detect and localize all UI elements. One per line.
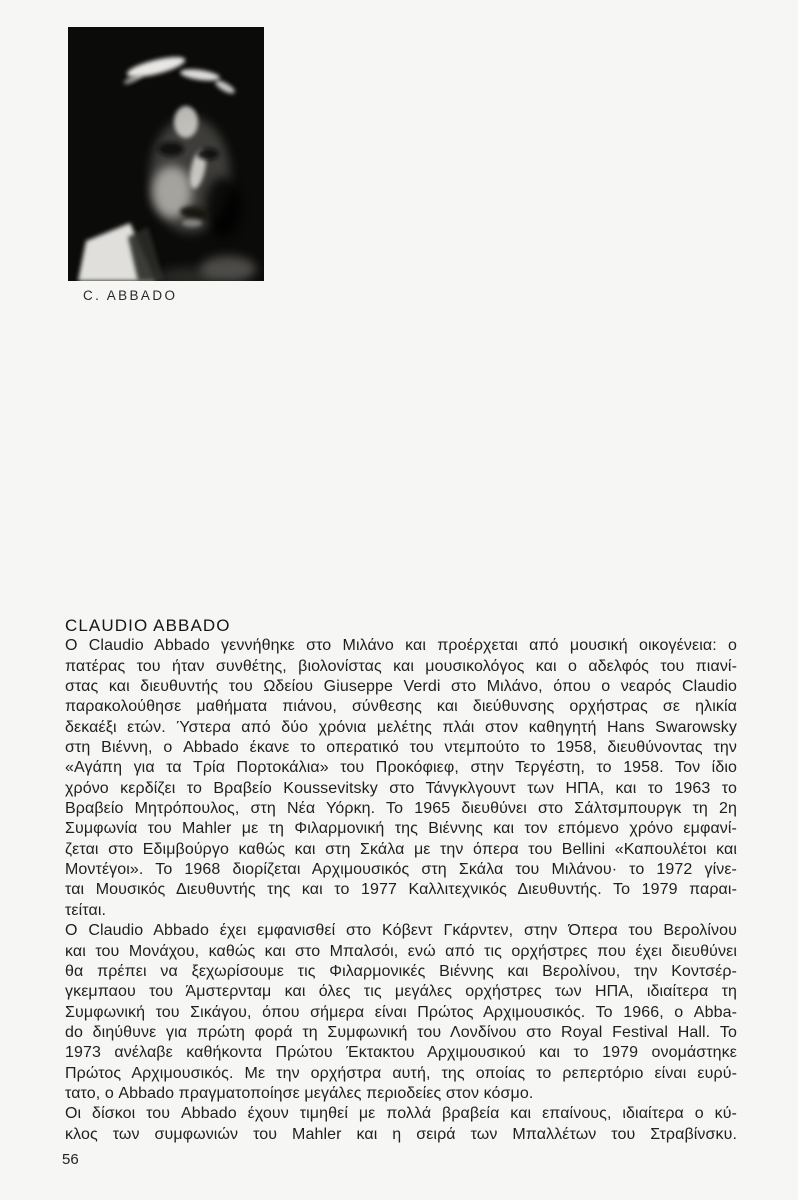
text-line: Ο Claudio Abbado γεννήθηκε στο Μιλάνο και προέρχεται από μουσική οικογένεια: ο [65,637,737,655]
text-line: do διηύθυνε για πρώτη φορά τη Συμφωνική του Λονδίνου στο Royal Festival Hall. Το [65,1023,737,1041]
text-line: χρόνο κερδίζει το Βραβείο Koussevitsky στο Τάνγκλγουντ των ΗΠΑ, και το 1963 το [65,779,737,797]
text-line: παρακολούθησε μαθήματα πιάνου, σύνθεσης και διεύθυνσης ορχήστρας σε ηλικία [65,698,737,716]
text-line: γκεμπαου του Άμστερνταμ και όλες τις μεγάλες ορχήστρες των ΗΠΑ, ιδιαίτερα τη [65,983,737,1001]
text-line: Πρώτος Αρχιμουσικός. Με την ορχήστρα αυτή, της οποίας το ρεπερτόριο είναι ευρύ- [65,1064,737,1082]
text-line: Συμφωνία του Mahler με τη Φιλαρμονική της Βιέννης και τον επόμενο χρόνο εμφανί- [65,820,737,838]
text-line: ται Μουσικός Διευθυντής της και το 1977 Καλλιτεχνικός Διευθυντής. Το 1979 παραι- [65,881,737,899]
text-line: «Αγάπη για τα Τρία Πορτοκάλια» του Προκόφιεφ, στην Τεργέστη, το 1958. Τον ίδιο [65,759,737,777]
text-line: 1973 ανέλαβε καθήκοντα Πρώτου Έκτακτου Αρχιμουσικού και το 1979 ονομάστηκε [65,1044,737,1062]
text-line: Βραβείο Μητρόπουλος, στη Νέα Υόρκη. Το 1965 διευθύνει στο Σάλτσμπουργκ τη 2η [65,800,737,818]
text-line: ζεται στο Εδιμβούργο καθώς και στη Σκάλα με την όπερα του Bellini «Καπουλέτοι και [65,840,737,858]
article-text [65,616,737,1145]
text-line: στη Βιέννη, ο Abbado έκανε το οπερατικό του ντεμπούτο το 1958, διευθύνοντας την [65,739,737,757]
text-line: τατο, ο Abbado πραγματοποίησε μεγάλες περιοδείες στον κόσμο. [65,1084,534,1102]
page-number: 56 [62,1151,79,1168]
text-line: Συμφωνική του Σικάγου, όπου σήμερα είναι Πρώτος Αρχιμουσικός. Το 1966, ο Abba- [65,1003,737,1021]
text-line: Οι δίσκοι του Abbado έχουν τιμηθεί με πολλά βραβεία και επαίνους, ιδιαίτερα ο κύ- [65,1105,737,1123]
text-line: και του Μονάχου, καθώς και στο Μπαλσόι, ενώ από τις ορχήστρες που έχει διευθύνει [65,942,737,960]
text-line: κλος των συμφωνιών του Mahler και η σειρά των Μπαλλέτων του Στραβίνσκυ. [65,1125,737,1143]
portrait-photo [68,27,264,281]
portrait-image [68,27,264,281]
text-line: στας και διευθυντής του Ωδείου Giuseppe Verdi στο Μιλάνο, όπου ο νεαρός Claudio [65,678,737,696]
text-line: Ο Claudio Abbado έχει εμφανισθεί στο Κόβεντ Γκάρντεν, στην Όπερα του Βερολίνου [65,922,737,940]
text-line: τείται. [65,901,107,919]
article-heading: CLAUDIO ABBADO [65,616,231,635]
text-line: πατέρας του ήταν συνθέτης, βιολονίστας και μουσικολόγος και ο αδελφός του πιανί- [65,657,737,675]
text-line: Μοντέγοι». Το 1968 διορίζεται Αρχιμουσικός στη Σκάλα του Μιλάνου· το 1972 γίνε- [65,861,737,879]
text-line: θα πρέπει να ξεχωρίσουμε τις Φιλαρμονικές Βιέννης και Βερολίνου, την Κοντσέρ- [65,962,737,980]
photo-caption: C. ABBADO [83,288,178,303]
text-line: δεκαέξι ετών. Ύστερα από δύο χρόνια μελέτης πλάι στον καθηγητή Hans Swarowsky [65,718,737,736]
